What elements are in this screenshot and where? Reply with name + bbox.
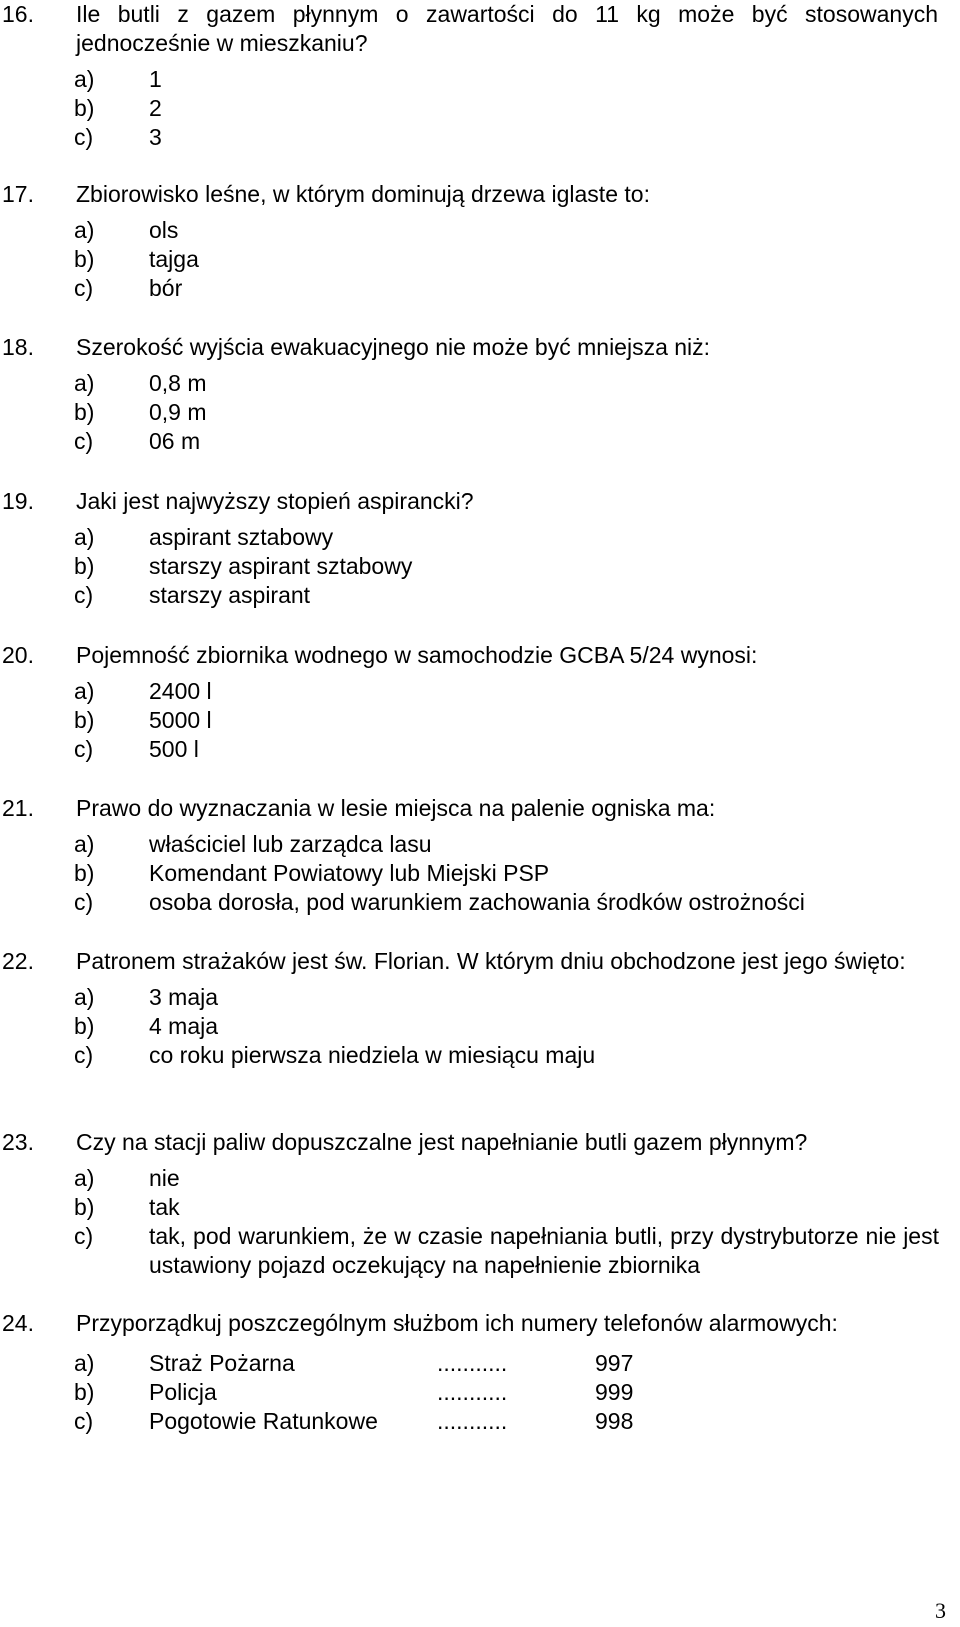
answer-option: [74, 1041, 960, 1070]
answer-option: [74, 859, 960, 888]
option-letter: b): [74, 1013, 95, 1039]
question-text: Ile butli z gazem płynnym o zawartości do 11 kg może być stosowanych jednocześnie w mieszkaniu?: [76, 1, 938, 56]
answer-option: [74, 1407, 960, 1436]
answer-option: [74, 398, 960, 427]
option-letter: c): [74, 1408, 94, 1434]
question-number: 24.: [2, 1310, 34, 1336]
question-number: 22.: [2, 948, 34, 974]
question-number: 18.: [2, 334, 34, 360]
question-text: Prawo do wyznaczania w lesie miejsca na palenie ogniska ma:: [76, 795, 716, 821]
answer-blank: ...........: [437, 1350, 508, 1376]
option-text: ols: [149, 217, 179, 243]
answer-option: [74, 888, 960, 917]
answer-option: [74, 1349, 960, 1378]
answer-blank: ...........: [437, 1408, 508, 1434]
option-text: 3: [149, 124, 162, 150]
option-text: 2400 l: [149, 678, 212, 704]
option-letter: a): [74, 217, 95, 243]
option-text: 3 maja: [149, 984, 219, 1010]
option-letter: a): [74, 1165, 95, 1191]
option-letter: a): [74, 524, 95, 550]
option-letter: b): [74, 95, 95, 121]
option-text: właściciel lub zarządca lasu: [149, 831, 432, 857]
option-letter: a): [74, 1350, 95, 1376]
option-text: co roku pierwsza niedziela w miesiącu maju: [149, 1042, 596, 1068]
option-text: tajga: [149, 246, 199, 272]
option-letter: c): [74, 889, 94, 915]
option-letter: c): [74, 582, 94, 608]
question-24: [0, 1309, 960, 1436]
answer-option: [74, 523, 960, 552]
option-text: tak: [149, 1194, 180, 1220]
option-text: 1: [149, 66, 162, 92]
service-name: Policja: [149, 1379, 217, 1405]
option-letter: c): [74, 124, 94, 150]
question-text: Pojemność zbiornika wodnego w samochodzie GCBA 5/24 wynosi:: [76, 642, 758, 668]
option-letter: b): [74, 1379, 95, 1405]
answer-option: [74, 706, 960, 735]
question-text: Przyporządkuj poszczególnym służbom ich numery telefonów alarmowych:: [76, 1310, 838, 1336]
answer-option: [74, 274, 960, 303]
option-text: 4 maja: [149, 1013, 219, 1039]
question-16: [0, 0, 960, 152]
phone-number: 997: [595, 1350, 634, 1376]
answer-option: [74, 677, 960, 706]
option-text: nie: [149, 1165, 180, 1191]
answer-option: [74, 1164, 960, 1193]
phone-number: 998: [595, 1408, 634, 1434]
answer-option: [74, 216, 960, 245]
option-letter: a): [74, 984, 95, 1010]
question-20: [0, 641, 960, 764]
option-letter: c): [74, 1223, 94, 1249]
answer-option: [74, 65, 960, 94]
option-text: starszy aspirant: [149, 582, 311, 608]
question-17: [0, 180, 960, 303]
option-letter: c): [74, 1042, 94, 1068]
option-letter: b): [74, 399, 95, 425]
question-text: Patronem strażaków jest św. Florian. W którym dniu obchodzone jest jego święto:: [76, 948, 906, 974]
answer-option: [74, 427, 960, 456]
option-text: Komendant Powiatowy lub Miejski PSP: [149, 860, 550, 886]
option-text: bór: [149, 275, 183, 301]
service-name: Straż Pożarna: [149, 1350, 295, 1376]
option-letter: a): [74, 831, 95, 857]
answer-option: [74, 735, 960, 764]
question-number: 19.: [2, 488, 34, 514]
question-19: [0, 487, 960, 610]
answer-option: [74, 1012, 960, 1041]
option-letter: c): [74, 275, 94, 301]
option-letter: b): [74, 1194, 95, 1220]
option-letter: c): [74, 736, 94, 762]
question-text: Czy na stacji paliw dopuszczalne jest napełnianie butli gazem płynnym?: [76, 1129, 808, 1155]
answer-option: [74, 1193, 960, 1222]
question-22: [0, 947, 960, 1070]
option-text: 06 m: [149, 428, 201, 454]
option-text: aspirant sztabowy: [149, 524, 334, 550]
option-letter: c): [74, 428, 94, 454]
question-21: [0, 794, 960, 917]
option-letter: b): [74, 707, 95, 733]
option-letter: b): [74, 860, 95, 886]
option-text: 500 l: [149, 736, 199, 762]
option-text: 2: [149, 95, 162, 121]
question-number: 20.: [2, 642, 34, 668]
option-text: 0,8 m: [149, 370, 207, 396]
question-number: 23.: [2, 1129, 34, 1155]
answer-option: [74, 369, 960, 398]
answer-option: [74, 1378, 960, 1407]
question-text: Jaki jest najwyższy stopień aspirancki?: [76, 488, 474, 514]
answer-option: [74, 245, 960, 274]
question-number: 21.: [2, 795, 34, 821]
question-18: [0, 333, 960, 456]
option-text: tak, pod warunkiem, że w czasie napełniania butli, przy dystrybutorze nie jest ustawiony pojazd oczekujący na napełnienie zbiornika: [149, 1223, 939, 1278]
question-text: Szerokość wyjścia ewakuacyjnego nie może być mniejsza niż:: [76, 334, 711, 360]
answer-option: [74, 830, 960, 859]
answer-option: [74, 552, 960, 581]
option-letter: a): [74, 678, 95, 704]
question-number: 16.: [2, 1, 34, 27]
question-23: [0, 1128, 960, 1280]
service-name: Pogotowie Ratunkowe: [149, 1408, 378, 1434]
answer-option: [74, 1222, 960, 1280]
answer-option: [74, 94, 960, 123]
option-text: 5000 l: [149, 707, 212, 733]
phone-number: 999: [595, 1379, 634, 1405]
answer-blank: ...........: [437, 1379, 508, 1405]
question-number: 17.: [2, 181, 34, 207]
option-letter: b): [74, 553, 95, 579]
answer-option: [74, 983, 960, 1012]
page-number: 3: [935, 1598, 946, 1623]
option-text: 0,9 m: [149, 399, 207, 425]
answer-option: [74, 123, 960, 152]
option-text: starszy aspirant sztabowy: [149, 553, 413, 579]
option-letter: a): [74, 370, 95, 396]
option-letter: b): [74, 246, 95, 272]
question-text: Zbiorowisko leśne, w którym dominują drzewa iglaste to:: [76, 181, 650, 207]
option-letter: a): [74, 66, 95, 92]
answer-option: [74, 581, 960, 610]
option-text: osoba dorosła, pod warunkiem zachowania środków ostrożności: [149, 889, 805, 915]
